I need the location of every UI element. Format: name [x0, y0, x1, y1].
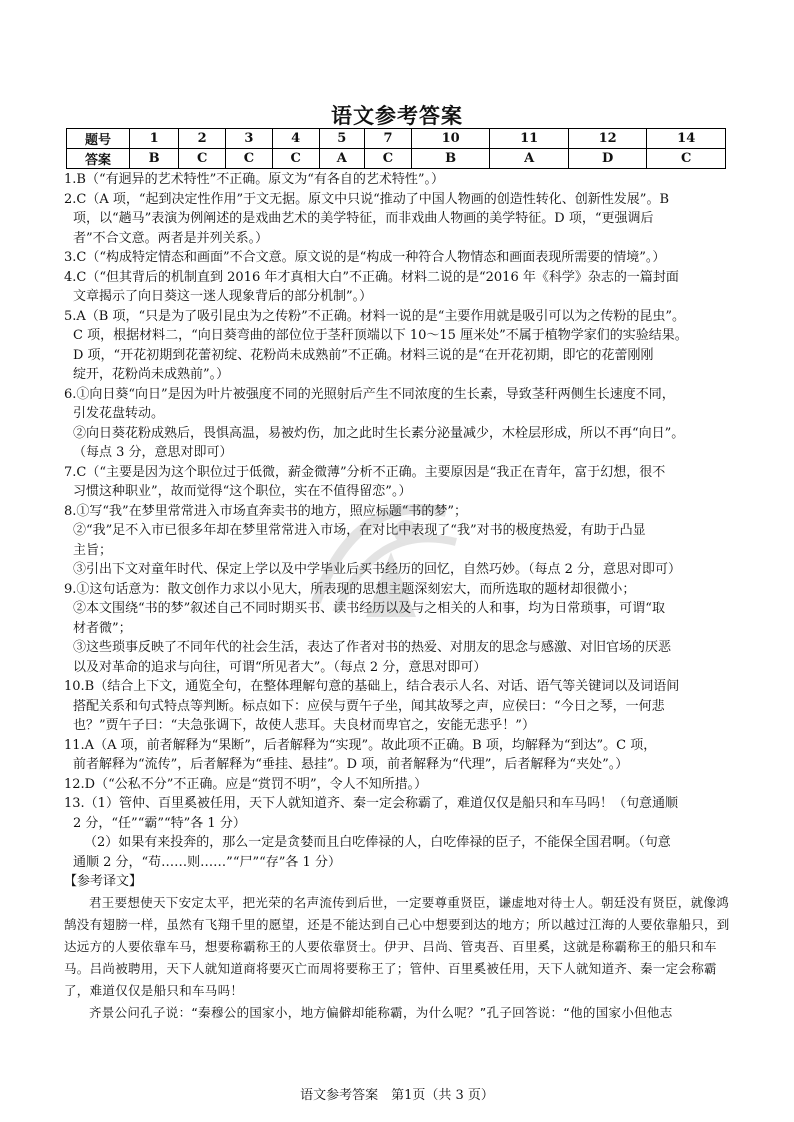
answer-row — [67, 149, 726, 169]
explanation-line: 10.B（结合上下文，通览全句，在整体理解句意的基础上，结合表示人名、对话、语气等关键词以及词语间 — [64, 679, 680, 694]
question-number-header: 题号 — [67, 129, 130, 149]
explanation-line: 绽开，花粉尚未成熟前”。） — [73, 367, 230, 382]
explanation-line: 3.C（“构成特定情态和画面”不合文意。原文说的是“构成一种符合人物情态和画面表现所需要的情境”。） — [64, 250, 666, 265]
explanation-line: 6.①向日葵“向日”是因为叶片被强度不同的光照射后产生不同浓度的生长素，导致茎秆两侧生长速度不同， — [64, 386, 675, 402]
explanation-list — [64, 170, 732, 872]
explanation-line: ②向日葵花粉成熟后，畏惧高温，易被灼伤，加之此时生长素分泌量减少，木栓层形成，所以不再“向日”。 — [73, 425, 685, 441]
answer-explanation-item — [64, 307, 732, 385]
answer-cell: C — [365, 149, 412, 169]
explanation-line: 主旨； — [73, 542, 113, 558]
question-number-cell: 3 — [226, 129, 273, 149]
explanation-line: 项，以“趟马”表演为例阐述的是戏曲艺术的美学特征，而非戏曲人物画的美学特征。D 项，“更强调后 — [73, 211, 654, 226]
explanation-line: 习惯这种职业”，故而觉得“这个职位，实在不值得留恋”。） — [73, 484, 412, 499]
translation-paragraph: 齐景公问孔子说：“秦穆公的国家小，地方偏僻却能称霸，为什么呢？”孔子回答说：“他的国家小但他志 — [89, 1004, 673, 1020]
question-number-cell: 11 — [490, 129, 569, 149]
explanation-line: ②“我”足不入市已很多年却在梦里常常进入市场，在对比中表现了“我”对书的极度热爱，有助于凸显 — [73, 523, 646, 538]
explanation-line: 9.①这句话意为：散文创作力求以小见大，所表现的思想主题深刻宏大，而所选取的题材却很微小； — [64, 581, 636, 597]
answer-explanation-item — [64, 794, 732, 872]
answer-cell: A — [490, 149, 569, 169]
question-number-cell: 4 — [272, 129, 319, 149]
explanation-line: 文章揭示了向日葵这一迷人现象背后的部分机制”。） — [73, 289, 373, 304]
answer-explanations — [64, 170, 732, 1024]
explanation-line: 8.①写“我”在梦里常常进入市场直奔卖书的地方，照应标题“书的梦”； — [64, 503, 467, 519]
question-number-cell: 1 — [130, 129, 179, 149]
explanation-line: 通顺 2 分，“苟……则……”“尸”“存”各 1 分） — [73, 854, 341, 870]
explanation-line: 11.A（A 项，前者解释为“果断”，后者解释为“实现”。故此项不正确。B 项，均解释为“到达”。C 项， — [64, 737, 657, 753]
explanation-line: C 项，根据材料二，“向日葵弯曲的部位位于茎秆顶端以下 10～15 厘米处”不属于植物学家们的实验结果。 — [73, 328, 688, 343]
explanation-line: 4.C（“但其背后的机制直到 2016 年才真相大白”不正确。材料二说的是“2016 年《科学》杂志的一篇封面 — [64, 269, 679, 285]
answer-explanation-item — [64, 248, 732, 268]
explanation-line: 13.（1）管仲、百里奚被任用，天下人就知道齐、秦一定会称霸了，难道仅仅是船只和车马吗！（句意通顺 — [64, 796, 678, 811]
answer-explanation-item — [64, 677, 732, 736]
answer-explanation-item — [64, 385, 732, 463]
answer-explanation-item — [64, 268, 732, 307]
answer-explanation-item — [64, 775, 732, 795]
explanation-line: ③这些琐事反映了不同年代的社会生活，表达了作者对书的热爱、对朋友的思念与感激、对旧官场的厌恶 — [73, 640, 672, 655]
answer-cell: B — [411, 149, 490, 169]
question-number-cell: 14 — [647, 129, 726, 149]
explanation-line: 2.C（A 项，“起到决定性作用”于文无据。原文中只说“推动了中国人物画的创造性转化、创新性发展”。B — [64, 191, 670, 207]
answer-explanation-item — [64, 736, 732, 775]
answer-explanation-item — [64, 170, 732, 190]
question-number-cell: 12 — [568, 129, 647, 149]
answer-header: 答案 — [67, 149, 130, 169]
explanation-line: （2）如果有来投奔的，那么一定是贪婪而且白吃俸禄的人，白吃俸禄的臣子，不能保全国君啊。（句意 — [84, 835, 671, 850]
explanation-line: 1.B（“有迥异的艺术特性”不正确。原文为“有各自的艺术特性”。） — [64, 172, 445, 187]
translation-paragraph: 君王要想使天下安定太平，把光荣的名声流传到后世，一定要尊重贤臣，谦虚地对待士人。朝廷没有贤臣，就像鸿鹄没有翅膀一样，虽然有飞翔千里的愿望，还是不能达到自己心中想要到达的地方；所以越过江海的人要依靠船只，到达远方的人要依靠车马，想要称霸称王的人要依靠贤士。伊尹、吕尚、管夷吾、百里奚，这就是称霸称王的船只和车马。吕尚被聘用，天下人就知道商将要灭亡而周将要称王了；管仲、百里奚被任用，天下人就知道齐、秦一定会称霸了，难道仅仅是船只和车马吗！ — [64, 894, 730, 998]
answer-key-table — [66, 128, 726, 169]
explanation-line: ③引出下文对童年时代、保定上学以及中学毕业后买书经历的回忆，自然巧妙。（每点 2 分，意思对即可） — [73, 562, 682, 577]
answer-explanation-item — [64, 502, 732, 580]
question-number-cell: 5 — [319, 129, 365, 149]
explanation-line: 材者微”； — [73, 620, 132, 636]
answer-cell: C — [179, 149, 226, 169]
explanation-line: 5.A（B 项，“只是为了吸引昆虫为之传粉”不正确。材料一说的是“主要作用就是吸引可以为之传粉的昆虫”。 — [64, 308, 686, 324]
explanation-line: 以及对革命的追求与向往，可谓“所见者大”。（每点 2 分，意思对即可） — [73, 659, 487, 675]
explanation-line: （每点 3 分，意思对即可） — [73, 445, 233, 460]
explanation-line: 2 分，“任”“霸”“特”各 1 分） — [73, 815, 246, 831]
answer-cell: B — [130, 149, 179, 169]
explanation-line: 12.D（“公私不分”不正确。应是“赏罚不明”，令人不知所措。） — [64, 776, 428, 792]
explanation-line: 搭配关系和句式特点等判断。标点如下：应侯与贾午子坐，闻其故琴之声，应侯曰：“今日之琴，一何悲 — [73, 698, 665, 714]
answer-cell: C — [272, 149, 319, 169]
question-number-cell: 2 — [179, 129, 226, 149]
answer-cell: D — [568, 149, 647, 169]
answer-cell: A — [319, 149, 365, 169]
explanation-line: D 项，“开花初期到花蕾初绽、花粉尚未成熟前”不正确。材料三说的是“在开花初期，即它的花蕾刚刚 — [73, 347, 654, 363]
explanation-line: 者”不合文意。两者是并列关系。） — [73, 230, 269, 246]
question-number-cell: 10 — [411, 129, 490, 149]
explanation-line: 引发花盘转动。 — [73, 406, 165, 421]
answer-explanation-item — [64, 463, 732, 502]
explanation-line: 前者解释为“流传”，后者解释为“垂挂、悬挂”。D 项，前者解释为“代理”，后者解释为“夹处”。） — [73, 757, 629, 772]
explanation-line: 也？”贾午子曰：“夫急张调下，故使人悲耳。夫良材而卑官之，安能无悲乎！”） — [73, 718, 535, 733]
reference-translation — [64, 892, 732, 1024]
question-number-row — [67, 129, 726, 149]
explanation-line: 7.C（“主要是因为这个职位过于低微，薪金微薄”分析不正确。主要原因是“我正在青年，富于幻想，很不 — [64, 464, 666, 480]
answer-cell: C — [226, 149, 273, 169]
reference-translation-heading: 【参考译文】 — [64, 874, 143, 889]
question-number-cell: 7 — [365, 129, 412, 149]
answer-explanation-item — [64, 190, 732, 249]
answer-cell: C — [647, 149, 726, 169]
explanation-line: ②本文围绕“书的梦”叙述自己不同时期买书、读书经历以及与之相关的人和事，均为日常琐事，可谓“取 — [73, 601, 665, 616]
page-footer: 语文参考答案 第1页（共 3 页） — [300, 1088, 494, 1103]
answer-explanation-item — [64, 580, 732, 678]
page-title: 语文参考答案 — [331, 103, 463, 128]
